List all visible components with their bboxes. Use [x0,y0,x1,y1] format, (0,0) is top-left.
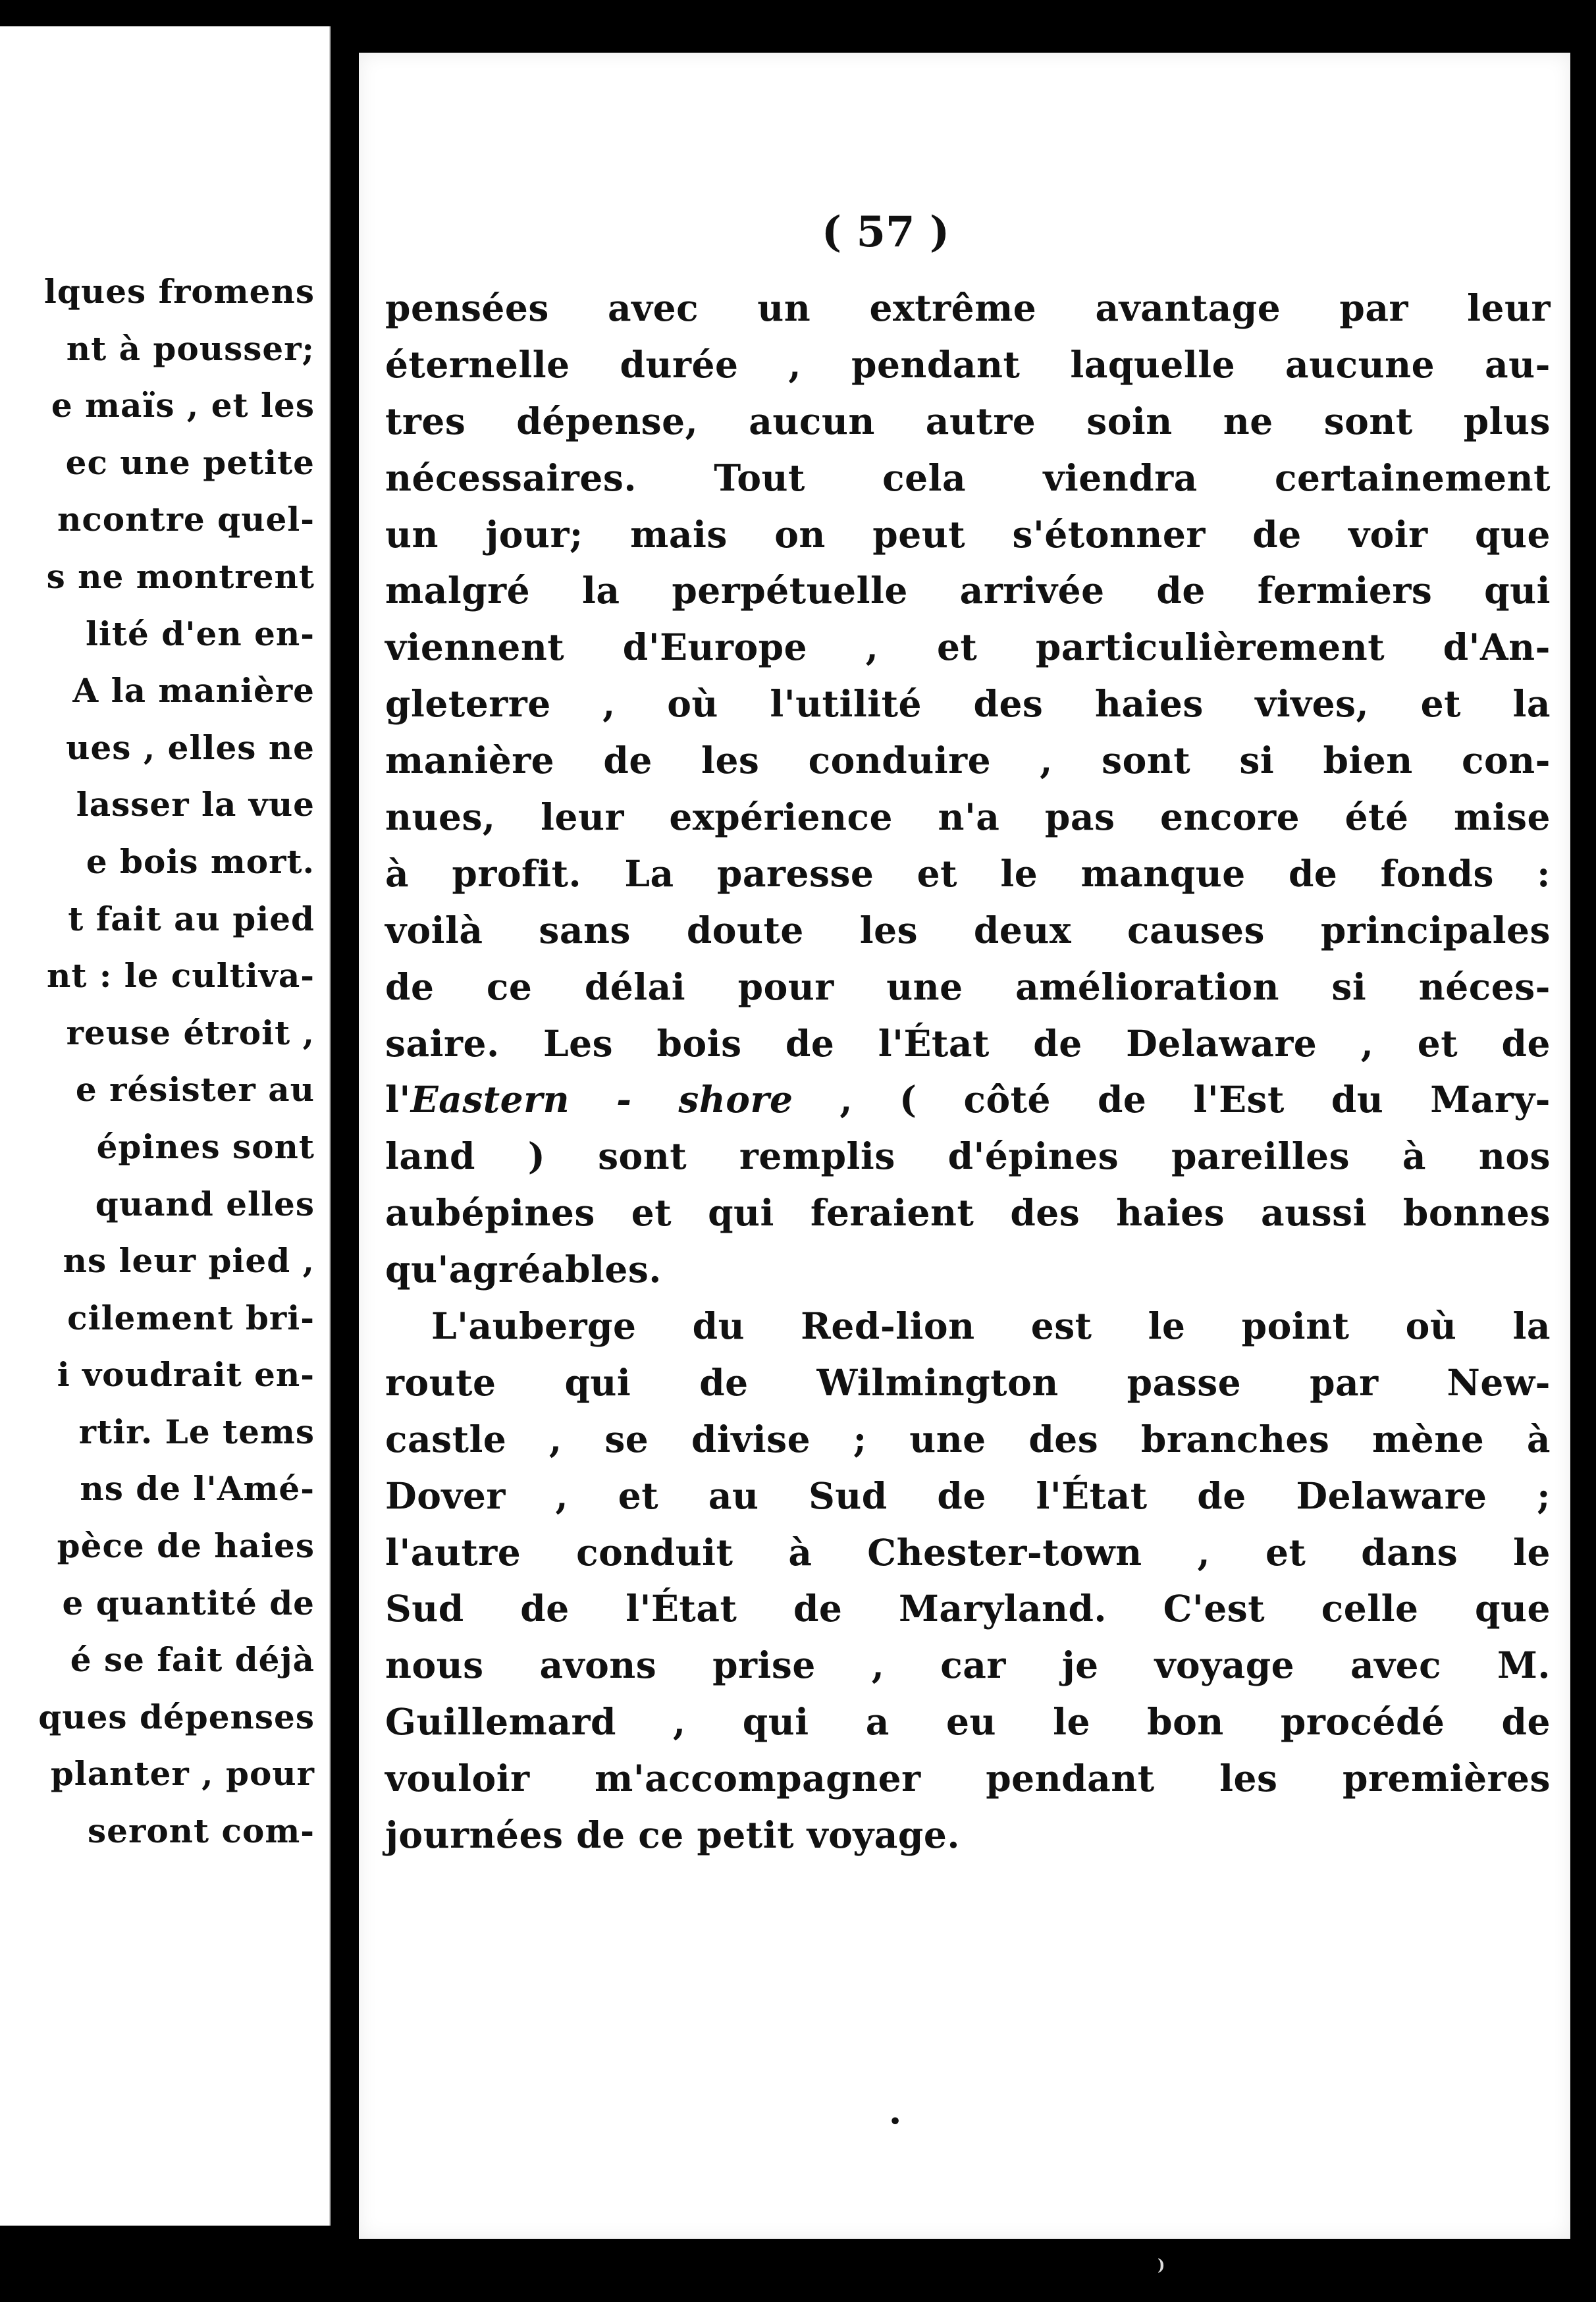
text-line: lité d'en en- [85,614,315,653]
text-line: à profit. La paresse et le manque de fonds : [385,851,1551,895]
right-page [359,53,1570,2239]
text-line: nt à pousser; [66,329,315,368]
italic-term: Eastern - shore [410,1078,793,1121]
text-line: planter , pour [50,1754,315,1794]
text-line: lques fromens [43,272,315,311]
text-line: L'auberge du Red-lion est le point où la [431,1304,1551,1348]
text-line: Dover , et au Sud de l'État de Delaware ; [385,1474,1551,1517]
text-line: lasser la vue [76,785,315,824]
text-line: malgré la perpétuelle arrivée de fermiers qui [385,569,1551,612]
left-page-text [12,263,315,1860]
text-line: éternelle durée , pendant laquelle aucune au- [385,342,1551,386]
text-line: tres dépense, aucun autre soin ne sont plus [385,399,1551,442]
text-line: vouloir m'accompagner pendant les premières [385,1757,1551,1800]
text-line: voilà sans doute les deux causes principales [385,908,1551,951]
text-line: land ) sont remplis d'épines pareilles à nos [385,1135,1551,1178]
text-fragment: , ( côté de l'Est du Mary- [793,1078,1551,1121]
text-line: Guillemard , qui a eu le bon procédé de [385,1700,1551,1744]
text-line: ncontre quel- [57,500,315,539]
text-line: t fait au pied [68,899,315,938]
ink-speck: • [889,2110,902,2133]
text-line: gleterre , où l'utilité des haies vives, et la [385,682,1551,726]
text-line: manière de les conduire , sont si bien con- [385,739,1551,782]
text-line: e résister au [75,1070,315,1110]
text-line: l'autre conduit à Chester-town , et dans le [385,1530,1551,1574]
text-line: é se fait déjà [70,1640,315,1680]
text-line: cilement bri- [67,1298,315,1337]
ink-speck: ) [1157,2255,1165,2274]
text-line: nécessaires. Tout cela viendra certainement [385,456,1551,499]
text-line: aubépines et qui feraient des haies aussi bonnes [385,1191,1551,1235]
text-line-eastern-shore [385,1071,1551,1128]
text-line: reuse étroit , [66,1013,315,1052]
text-line: saire. Les bois de l'État de Delaware , et de [385,1021,1551,1065]
text-line: épines sont [96,1127,315,1166]
page-number: ( 57 ) [821,207,950,257]
text-line: ques dépenses [38,1697,315,1736]
left-page [0,26,331,2226]
text-line: ues , elles ne [66,728,315,767]
text-line: seront com- [88,1811,315,1851]
text-line: e maïs , et les [51,386,315,425]
text-line: e quantité de [62,1583,315,1622]
text-line: route qui de Wilmington passe par New- [385,1360,1551,1404]
text-line: viennent d'Europe , et particulièrement d'An- [385,626,1551,669]
text-fragment: l' [385,1078,411,1121]
text-line: journées de ce petit voyage. [385,1813,960,1857]
text-line: ec une petite [65,442,315,482]
text-line: quand elles [95,1184,315,1223]
text-line: qu'agréables. [385,1248,662,1291]
text-line: ns leur pied , [63,1241,315,1281]
text-line: rtir. Le tems [78,1412,315,1451]
text-line: pèce de haies [57,1526,315,1566]
text-line: castle , se divise ; une des branches mène à [385,1417,1551,1460]
text-line: de ce délai pour une amélioration si néces- [385,965,1551,1008]
text-line: nt : le cultiva- [46,956,315,996]
text-line: Sud de l'État de Maryland. C'est celle que [385,1587,1551,1630]
right-page-text [385,280,1551,1863]
text-line: ns de l'Amé- [80,1469,315,1509]
text-line: e bois mort. [86,842,315,881]
text-line: A la manière [72,671,315,710]
text-line: pensées avec un extrême avantage par leur [385,286,1551,329]
text-line: s ne montrent [46,556,315,596]
text-line: nous avons prise , car je voyage avec M. [385,1644,1551,1687]
text-line: un jour; mais on peut s'étonner de voir que [385,512,1551,556]
text-line: nues, leur expérience n'a pas encore été mise [385,795,1551,839]
text-line: i voudrait en- [57,1355,315,1395]
